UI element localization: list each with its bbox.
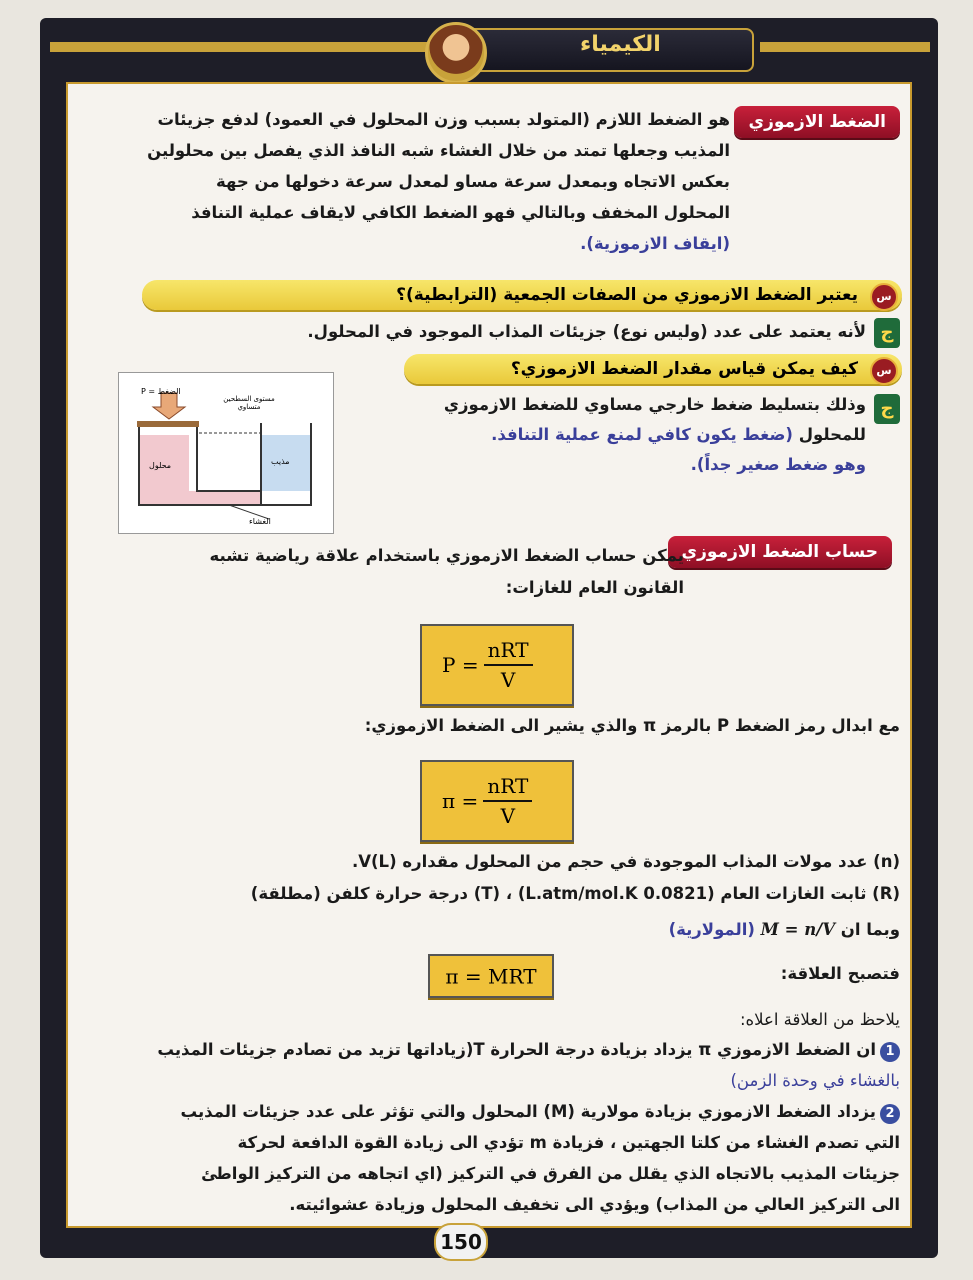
page-number: 150 [434, 1223, 488, 1261]
calc-tag: حساب الضغط الازموزي [668, 536, 892, 568]
page-frame [40, 18, 938, 1258]
content-area [66, 82, 912, 1228]
gas-law-formula: P = $\frac{\text{nRT}}{V}$ [420, 624, 574, 706]
replace-text: مع ابدال رمز الضغط P بالرمز π والذي يشير الى الضغط الازموزي: [364, 716, 900, 735]
definition-text-2: المذيب وجعلها تمتد من خلال الغشاء شبه النافذ الذي يفصل بين محلولين بعكس الاتجاه وبمعدل سرعة مساو لمعدل سرعة دخولها من جهة المحلول المخفف وبالتالي فهو الضغط الكافي لايقاف عملية التنافذ (ايقاف الازموزية). [147, 141, 730, 253]
becomes-text: فتصبح العلاقة: [780, 964, 900, 983]
solvent-label: مذيب [271, 457, 290, 466]
def-m: وبما ان M = n/V (المولارية) [668, 920, 900, 939]
def-r: (R) ثابت الغازات العام (0.0821 L.atm/mol.K) ، (T) درجة حرارة كلفن (مطلقة) [250, 884, 900, 903]
question-icon: س [870, 283, 898, 311]
header-left-band [50, 42, 430, 52]
solution-label: محلول [149, 461, 172, 470]
osmosis-diagram [118, 372, 334, 534]
author-avatar [425, 22, 487, 84]
header-right-band [760, 42, 930, 52]
pressure-label: P = الضغط [141, 387, 181, 396]
question-2-bar: س كيف يمكن قياس مقدار الضغط الازموزي؟ [404, 354, 902, 384]
question-icon-2: س [870, 357, 898, 385]
level-label: مستوى السطحين متساوي [223, 395, 275, 411]
def-n: (n) عدد مولات المذاب الموجودة في حجم من المحلول مقداره V(L). [351, 852, 900, 871]
answer-icon: ج [874, 318, 900, 348]
answer-2-text: وذلك بتسليط ضغط خارجي مساوي للضغط الازموزي للمحلول (ضغط يكون كافي لمنع عملية التنافذ. وهو ضغط صغير جداً). [443, 395, 866, 474]
membrane-label: الغشاء [249, 517, 271, 526]
page-header [40, 18, 938, 88]
point-2: 2يزداد الضغط الازموزي بزيادة مولارية (M) المحلول والتي تؤثر على عدد جزيئات المذيب التي تصدم الغشاء من كلتا الجهتين ، فزيادة m تؤدي الى زيادة القوة الدافعة لحركة جزيئات المذيب بالاتجاه الذي يقلل من الفرق في التركيز (اي اتجاهه من التركيز الواطئ الى التركيز العالي من المذاب) ويؤدي الى تخفيف المحلول وزيادة عشوائيته. [180, 1102, 900, 1214]
osmotic-formula: π = $\frac{\text{nRT}}{V}$ [420, 760, 574, 842]
definition-text: هو الضغط اللازم (المتولد بسبب وزن المحلول في العمود) لدفع جزيئات [157, 110, 730, 129]
calc-line-2: القانون العام للغازات: [505, 578, 684, 597]
answer-icon-2: ج [874, 394, 900, 424]
question-1-bar: س يعتبر الضغط الازموزي من الصفات الجمعية (الترابطية)؟ [142, 280, 902, 310]
header-title: الكيمياء [580, 32, 661, 57]
answer-1-text: لأنه يعتمد على عدد (وليس نوع) جزيئات المذاب الموجود في المحلول. [307, 322, 866, 341]
mrt-formula: π = MRT [428, 954, 554, 998]
calc-line-1: يمكن حساب الضغط الازموزي باستخدام علاقة رياضية تشبه [209, 546, 684, 565]
definition-tag: الضغط الازموزي [734, 106, 900, 138]
point-1: 1ان الضغط الازموزي π يزداد بزيادة درجة الحرارة T(زياداتها تزيد من تصادم جزيئات المذيب بالغشاء في وحدة الزمن) [157, 1040, 900, 1090]
note-text: يلاحظ من العلاقة اعلاه: [739, 1010, 900, 1029]
